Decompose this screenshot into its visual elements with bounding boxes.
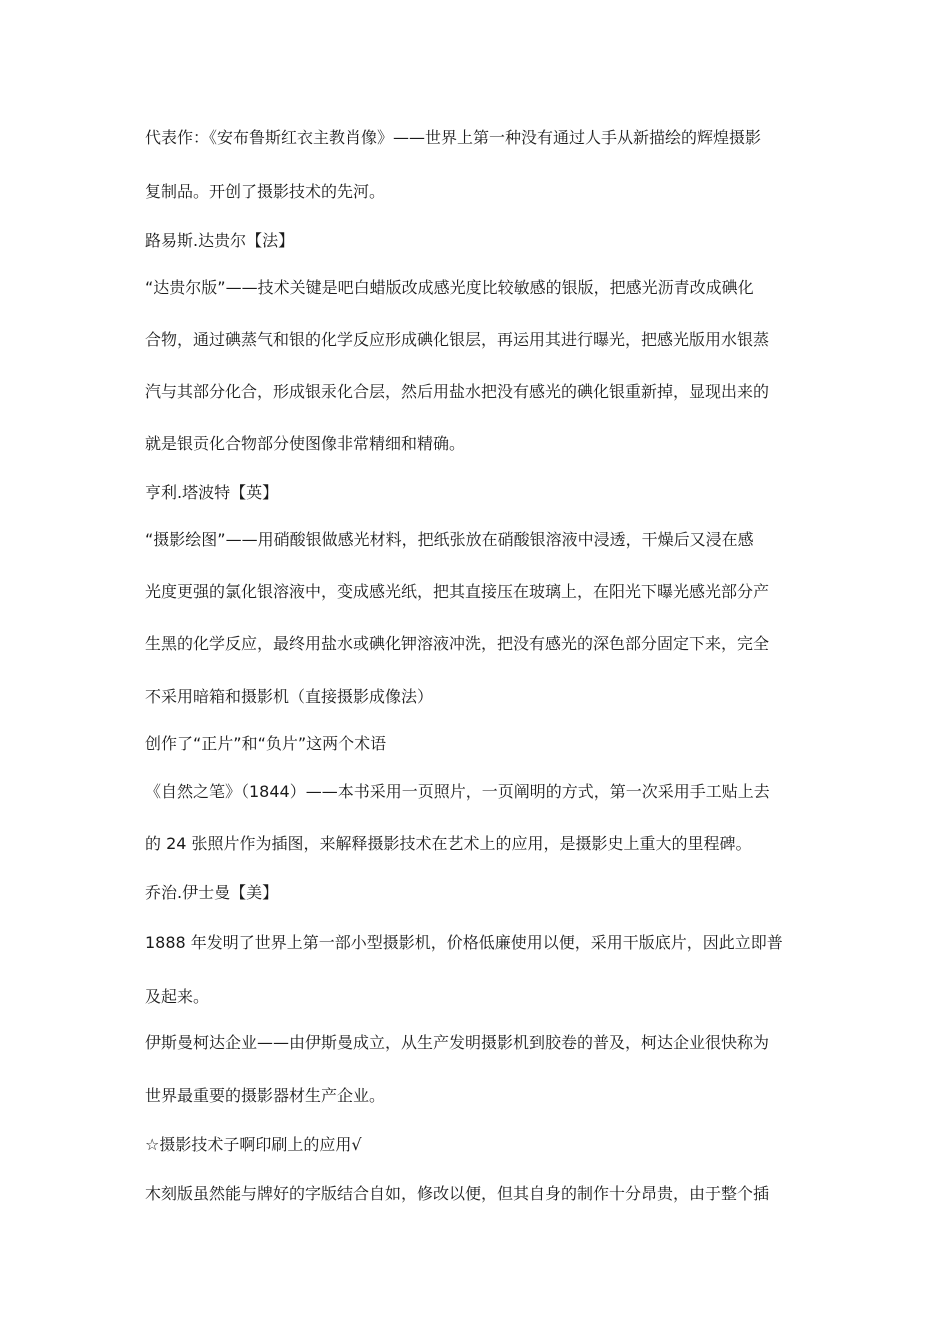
text-line: 的 24 张照片作为插图，来解释摄影技术在艺术上的应用，是摄影史上重大的里程碑。 [145, 834, 752, 853]
section-heading: 乔治.伊士曼【美】 [145, 883, 279, 902]
section-heading: 亨利.塔波特【英】 [145, 483, 279, 502]
text-line: 1888 年发明了世界上第一部小型摄影机，价格低廉使用以便，采用干版底片，因此立即普 [145, 933, 783, 952]
text-line: 汽与其部分化合，形成银汞化合层，然后用盐水把没有感光的碘化银重新掉，显现出来的 [145, 382, 770, 401]
text-line: 木刻版虽然能与牌好的字版结合自如，修改以便，但其自身的制作十分昂贵，由于整个插 [145, 1184, 770, 1203]
text-line: 合物，通过碘蒸气和银的化学反应形成碘化银层，再运用其进行曝光，把感光版用水银蒸 [145, 330, 770, 349]
text-line: 创作了“正片”和“负片”这两个术语 [145, 734, 387, 753]
section-heading: ☆摄影技术子啊印刷上的应用√ [145, 1135, 362, 1154]
text-line: 光度更强的氯化银溶液中，变成感光纸，把其直接压在玻璃上，在阳光下曝光感光部分产 [145, 582, 770, 601]
text-line: 《自然之笔》（1844）——本书采用一页照片，一页阐明的方式，第一次采用手工贴上去 [145, 782, 770, 801]
text-line: 世界最重要的摄影器材生产企业。 [145, 1086, 386, 1105]
section-heading: 路易斯.达贵尔【法】 [145, 231, 295, 250]
text-line: 及起来。 [145, 987, 210, 1006]
text-line: 不采用暗箱和摄影机（直接摄影成像法） [145, 687, 434, 706]
text-line: 代表作：《安布鲁斯红衣主教肖像》——世界上第一种没有通过人手从新描绘的辉煌摄影 [145, 128, 762, 147]
text-line: 就是银贡化合物部分使图像非常精细和精确。 [145, 434, 466, 453]
text-line: 生黑的化学反应，最终用盐水或碘化钾溶液冲洗，把没有感光的深色部分固定下来，完全 [145, 634, 770, 653]
text-line: “摄影绘图”——用硝酸银做感光材料，把纸张放在硝酸银溶液中浸透，干燥后又浸在感 [145, 530, 754, 549]
text-line: “达贵尔版”——技术关键是吧白蜡版改成感光度比较敏感的银版，把感光沥青改成碘化 [145, 278, 754, 297]
text-line: 复制品。开创了摄影技术的先河。 [145, 182, 386, 201]
text-line: 伊斯曼柯达企业——由伊斯曼成立，从生产发明摄影机到胶卷的普及，柯达企业很快称为 [145, 1033, 770, 1052]
